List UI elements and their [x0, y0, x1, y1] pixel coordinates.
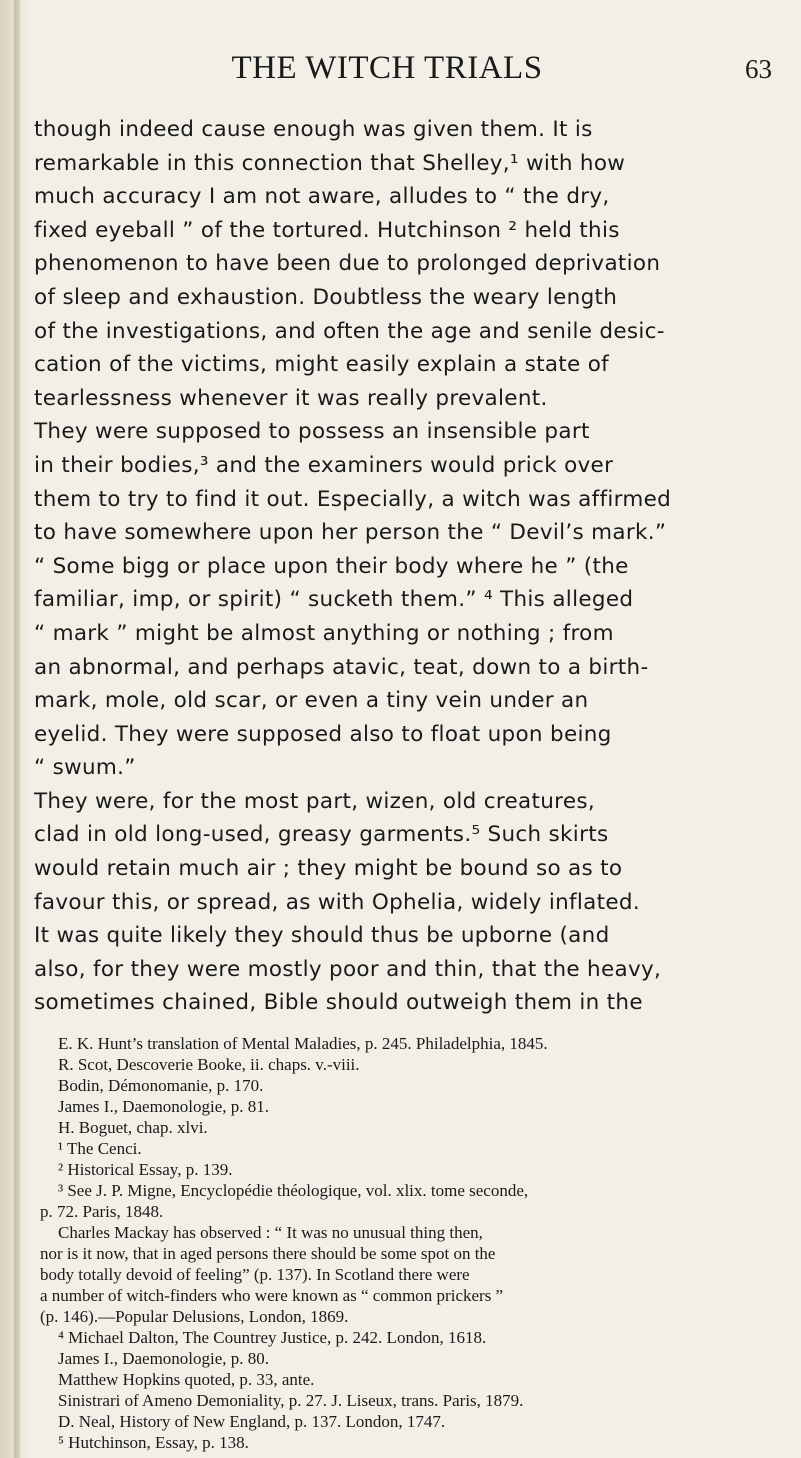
text-line: clad in old long-used, greasy garments.⁵ Such skirts — [34, 822, 609, 848]
text-line: fixed eyeball ” of the tortured. Hutchinson ² held this — [34, 217, 620, 243]
text-line: of sleep and exhaustion. Doubtless the weary length — [34, 284, 618, 310]
footnote-line: H. Boguet, chap. xlvi. — [58, 1118, 208, 1137]
footnote-line: Matthew Hopkins quoted, p. 33, ante. — [58, 1370, 315, 1389]
running-title: THE WITCH TRIALS — [231, 50, 543, 86]
text-line: They were, for the most part, wizen, old creatures, — [34, 788, 596, 814]
footnote-line: body totally devoid of feeling” (p. 137). In Scotland there were — [40, 1265, 470, 1284]
footnote-line: James I., Daemonologie, p. 81. — [58, 1097, 270, 1116]
text-line: mark, mole, old scar, or even a tiny vein under an — [34, 688, 589, 714]
text-line: It was quite likely they should thus be upborne (and — [34, 923, 610, 949]
text-line: remarkable in this connection that Shelley,¹ with how — [34, 150, 626, 176]
footnote-line: nor is it now, that in aged persons there should be some spot on the — [40, 1244, 496, 1263]
footnote-line: ¹ The Cenci. — [58, 1139, 142, 1158]
text-line: much accuracy I am not aware, alludes to “ the dry, — [34, 184, 610, 210]
footnote-line: ⁵ Hutchinson, Essay, p. 138. — [58, 1433, 249, 1452]
footnote-line: ² Historical Essay, p. 139. — [58, 1160, 233, 1179]
footnote-line: James I., Daemonologie, p. 80. — [58, 1349, 270, 1368]
text-line: “ Some bigg or place upon their body where he ” (the — [34, 553, 629, 579]
text-line: in their bodies,³ and the examiners would prick over — [34, 452, 614, 478]
text-line: tearlessness whenever it was really prevalent. — [34, 385, 548, 411]
footnote-line: a number of witch-finders who were known as “ common prickers ” — [40, 1286, 504, 1305]
footnote-line: (p. 146).—Popular Delusions, London, 1869. — [40, 1307, 349, 1326]
text-line: eyelid. They were supposed also to float upon being — [34, 721, 612, 747]
text-line: familiar, imp, or spirit) “ sucketh them.” ⁴ This alleged — [34, 587, 634, 613]
footnote-line: ³ See J. P. Migne, Encyclopédie théologique, vol. xlix. tome seconde, — [58, 1181, 529, 1200]
text-line: “ mark ” might be almost anything or nothing ; from — [34, 620, 614, 646]
page-header — [60, 50, 780, 90]
text-line: “ swum.” — [34, 755, 136, 781]
text-line: though indeed cause enough was given them. It is — [34, 117, 593, 142]
text-line: to have somewhere upon her person the “ Devil’s mark.” — [34, 520, 667, 546]
text-line: cation of the victims, might easily explain a state of — [34, 352, 610, 378]
text-line: them to try to find it out. Especially, a witch was affirmed — [34, 486, 672, 512]
text-line: They were supposed to possess an insensible part — [34, 419, 590, 445]
footnote-line: R. Scot, Descoverie Booke, ii. chaps. v.-viii. — [58, 1055, 360, 1074]
text-line: of the investigations, and often the age and senile desic- — [34, 318, 665, 344]
footnote-line: ⁴ Michael Dalton, The Countrey Justice, p. 242. London, 1618. — [58, 1328, 487, 1347]
text-line: would retain much air ; they might be bound so as to — [34, 856, 623, 882]
footnote-line: Charles Mackay has observed : “ It was no unusual thing then, — [58, 1223, 483, 1242]
footnote-line: E. K. Hunt’s translation of Mental Maladies, p. 245. Philadelphia, 1845. — [58, 1034, 548, 1053]
footnote-line: Sinistrari of Ameno Demoniality, p. 27. J. Liseux, trans. Paris, 1879. — [58, 1391, 524, 1410]
text-line: phenomenon to have been due to prolonged deprivation — [34, 251, 661, 277]
footnote-line: D. Neal, History of New England, p. 137. London, 1747. — [58, 1412, 446, 1431]
text-line: favour this, or spread, as with Ophelia, widely inflated. — [34, 889, 640, 915]
text-line: sometimes chained, Bible should outweigh them in the — [34, 990, 643, 1016]
body-text — [34, 113, 774, 1020]
page-number: 63 — [745, 54, 772, 84]
binding-edge — [14, 0, 20, 1458]
text-line: also, for they were mostly poor and thin, that the heavy, — [34, 956, 662, 982]
footnote-line: p. 72. Paris, 1848. — [40, 1202, 164, 1221]
footnote-line: Bodin, Démonomanie, p. 170. — [58, 1076, 264, 1095]
text-line: an abnormal, and perhaps atavic, teat, down to a birth- — [34, 654, 649, 680]
footnotes — [40, 1033, 785, 1453]
